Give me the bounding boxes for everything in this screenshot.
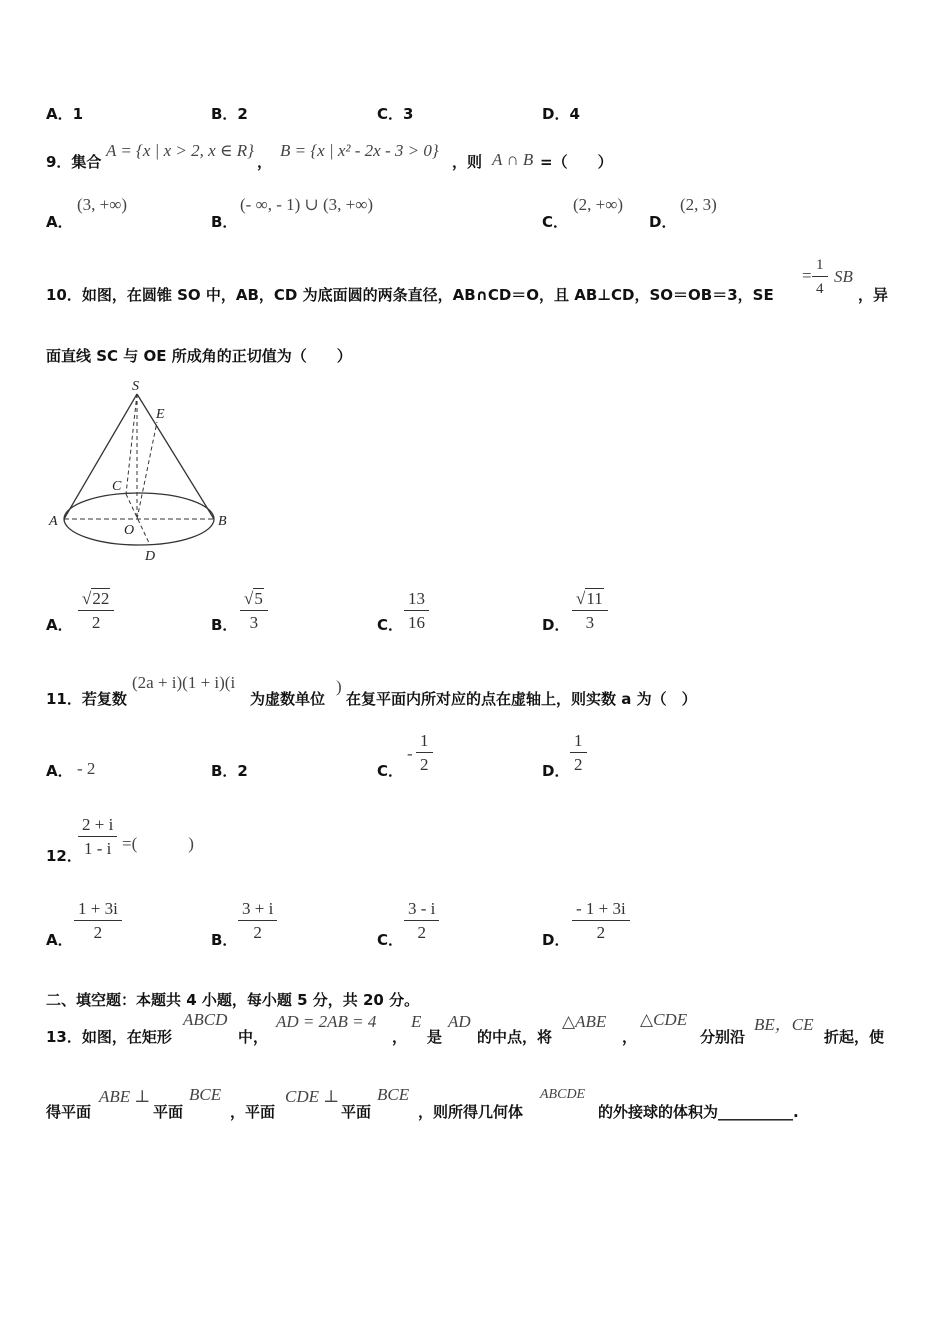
q13-m6: △CDE [640,1010,688,1029]
q10-label-a: A． [46,616,73,634]
q12-d-den: 2 [596,923,606,942]
cone-figure [44,374,244,566]
q13-l2m2: BCE [189,1085,222,1104]
q10-d-den: 3 [585,613,595,632]
q13-t4: 是 [427,1028,443,1046]
q10-option-b: $\frac{√5}{3}$ [240,589,268,634]
q13-m5: △ABE [562,1012,607,1031]
q9-expr: A ∩ B [492,150,534,169]
q11-option-c [416,731,433,776]
q12-label-a: A． [46,931,73,949]
q10-d-num: 11 [586,589,603,608]
q10-c-num: 13 [404,589,429,611]
q13-answer-blank: 的外接球的体积为__________. [598,1103,799,1121]
q12-a-num: 1 + 3i [74,899,122,921]
q12-b-den: 2 [253,923,262,942]
q13-l2m4: BCE [377,1085,410,1104]
q13-m4: AD [448,1012,471,1031]
q10-se-fraction [812,255,828,300]
q13-l2d: 平面 [341,1103,372,1121]
label-e: E [156,407,165,422]
label-d: D [145,549,156,564]
q9-prefix: 9．集合 [46,153,102,171]
q9-label-c: C． [542,213,569,231]
q13-t5: 的中点，将 [477,1028,553,1046]
q9-label-d: D． [649,213,677,231]
q12-d-num: - 1 + 3i [572,899,630,921]
q13-m2: AD = 2AB = 4 [276,1012,377,1031]
q9-set-b: B = {x | x² - 2x - 3 > 0} [280,141,439,160]
base-ellipse-back [64,493,214,519]
q13-l2a: 得平面 [46,1103,92,1121]
q12-den: 1 - i [83,839,112,858]
q13-m1: ABCD [183,1010,228,1029]
q9-option-b: (- ∞, - 1) ∪ (3, +∞) [240,195,374,214]
q12-num: 2 + i [78,815,117,837]
q12-c-num: 3 - i [404,899,439,921]
q13-l2m5: ABCDE [540,1087,586,1102]
segment-oe [137,422,157,519]
q9-label-a: A． [46,213,73,231]
cone-edge-sb [137,394,214,519]
q11-prefix: 11．若复数 [46,690,127,708]
q10-se-den: 4 [816,281,824,297]
q10-label-b: B． [211,616,238,634]
q9-sep: ， [257,153,273,171]
q8-option-c: C．3 [377,105,414,123]
q10-c-den: 16 [408,613,425,632]
q13-l2c: ，平面 [230,1103,276,1121]
q11-option-a: - 2 [77,759,96,778]
q11-mid: 为虚数单位 [250,690,326,708]
cone-edge-sa [64,394,137,519]
q10-a-num: 22 [92,589,110,608]
q13-l2m3: CDE ⊥ [285,1087,340,1106]
q9-option-c: (2, +∞) [573,195,624,214]
q13-t6: ， [622,1028,638,1046]
q13-l2b: 平面 [153,1103,184,1121]
q9-label-b: B． [211,213,238,231]
q12-a-den: 2 [93,923,103,942]
label-a: A [49,514,58,529]
q12-option-a [74,899,122,944]
label-o: O [124,523,135,538]
q11-label-d: D． [542,762,570,780]
q8-option-a: A．1 [46,105,84,123]
q10-option-a: $\frac{√22}{2}$ [78,589,114,634]
q10-line1-end: ，异 [858,286,889,304]
q13-t1: 13．如图，在矩形 [46,1028,172,1046]
q13-m7: BE，CE [754,1015,814,1034]
q12-label-c: C． [377,931,404,949]
q10-b-num: 5 [254,589,263,608]
q12-b-num: 3 + i [238,899,277,921]
q11-label-a: A． [46,762,73,780]
q12-option-b [238,899,277,944]
label-s: S [132,379,139,394]
q11-c-den: 2 [420,755,429,774]
label-b: B [218,514,227,529]
q10-se-tail: SB [834,267,853,286]
q13-t7: 分别沿 [700,1028,746,1046]
q10-se-eq: = [802,266,812,285]
q11-label-c: C． [377,762,404,780]
q11-option-c-sign: - [407,744,413,763]
q12-option-d [572,899,630,944]
q10-b-den: 3 [249,613,259,632]
q8-option-d: D．4 [542,105,580,123]
q13-t2: 中， [238,1028,269,1046]
q11-option-b: B．2 [211,762,248,780]
q11-c-num: 1 [416,731,433,753]
q10-line2: 面直线 SC 与 OE 所成角的正切值为（ ） [46,347,352,365]
q13-t3: ， [392,1028,408,1046]
q11-d-den: 2 [574,755,583,774]
q9-option-d: (2, 3) [680,195,717,214]
q10-label-c: C． [377,616,404,634]
q12-fraction [78,815,117,860]
section-title-fill-blank: 二、填空题：本题共 4 小题，每小题 5 分，共 20 分。 [46,991,420,1009]
q12-label-d: D． [542,931,570,949]
q9-paren: =（ ） [540,153,613,171]
q11-close: ) [336,677,342,696]
q10-option-c [404,589,429,634]
q12-prefix: 12． [46,847,82,865]
q10-label-d: D． [542,616,570,634]
q9-set-a: A = {x | x > 2, x ∈ R} [106,141,254,160]
q13-m3: E [411,1012,422,1031]
q11-tail: 在复平面内所对应的点在虚轴上，则实数 a 为（ ） [346,690,697,708]
q11-option-d [570,731,587,776]
q9-option-a: (3, +∞) [77,195,128,214]
q8-option-b: B．2 [211,105,248,123]
q13-l2m1: ABE ⊥ [99,1087,151,1106]
q12-option-c [404,899,439,944]
label-c: C [112,479,122,494]
q12-tail: =( ) [122,834,194,853]
q10-option-d: $\frac{√11}{3}$ [572,589,608,634]
q9-tail: ，则 [452,153,483,171]
q12-c-den: 2 [417,923,426,942]
q10-a-den: 2 [91,613,101,632]
base-ellipse-front [64,519,214,545]
q12-label-b: B． [211,931,238,949]
q10-line1: 10．如图，在圆锥 SO 中，AB，CD 为底面圆的两条直径，AB∩CD＝O，且 AB⊥CD，SO＝OB＝3，SE [46,286,774,304]
q10-se-num: 1 [812,255,828,277]
q13-l2e: ，则所得几何体 [418,1103,524,1121]
q11-expr: (2a + i)(1 + i)(i [132,673,236,692]
q13-t8: 折起，使 [824,1028,885,1046]
q11-d-num: 1 [570,731,587,753]
